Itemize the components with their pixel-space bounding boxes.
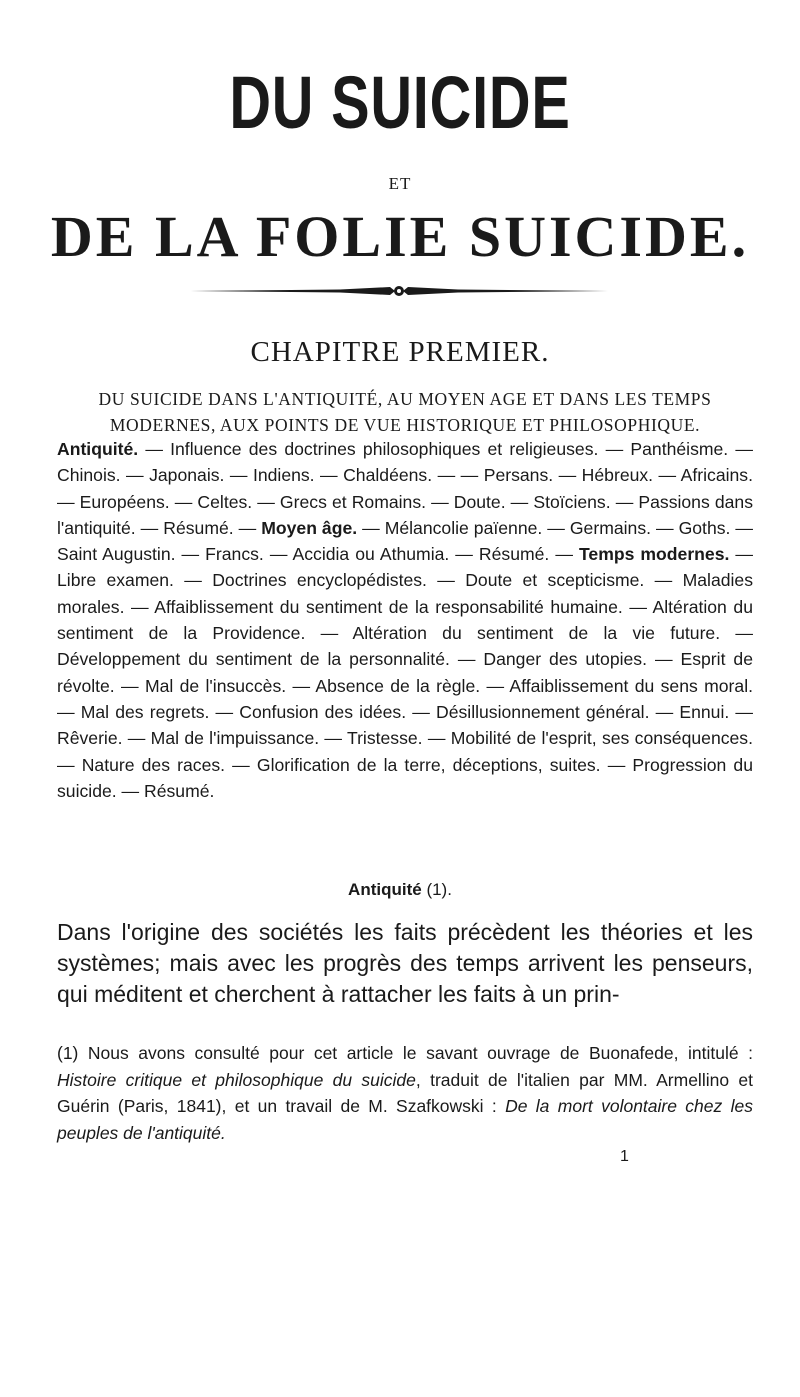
footnote-text-after: , traduit de l'italien par MM. Armellino et Guérin (Paris, 1841), et un travail de M. Szafkowski : (57, 1069, 753, 1116)
footnote (57, 1040, 753, 1146)
summary-label-modern-times: Temps modernes. (578, 544, 730, 565)
summary-text-middle-ages: — Mélancolie païenne. — Germains. — Goths. — Saint Augustin. — Francs. — Accidia ou Athumia. — Résumé. — (57, 517, 753, 565)
chapter-summary (57, 436, 753, 804)
summary-label-antiquity: Antiquité. (57, 439, 139, 459)
chapter-subheading: DU SUICIDE DANS L'ANTIQUITÉ, AU MOYEN AGE ET DANS LES TEMPS MODERNES, AUX POINTS DE VUE HISTORIQUE ET PHILOSOPHIQUE. (98, 389, 712, 435)
footnote-text-before: (1) Nous avons consulté pour cet article le savant ouvrage de Buonafede, intitulé : (57, 1043, 753, 1063)
summary-text-modern-times: — Libre examen. — Doctrines encyclopédistes. — Doute et scepticisme. — Maladies morales. — Affaiblissement du sentiment de la responsabilité humaine. — Altération du sentiment de la Providence. — Altération du sentiment de la vie future. — Développement du sentiment de la personnalité. — Danger des utopies. — Esprit de révolte. — Mal de l'insuccès. — Absence de la règle. — Affaiblissement du sens moral. — Mal des regrets. — Confusion des idées. — Désillusionnement général. — Ennui. — Rêverie. — Mal de l'impuissance. — Tristesse. — Mobilité de l'esprit, ses conséquences. — Nature des races. — Glorification de la terre, déceptions, suites. — Progression du suicide. — Résumé. (57, 544, 754, 801)
section-heading (0, 880, 800, 900)
book-title: DU SUICIDE (229, 61, 571, 144)
page-number: 1 (620, 1148, 629, 1165)
chapter-heading: CHAPITRE PREMIER. (250, 336, 550, 368)
footnote-work-italic: De la mort volontaire chez les peuples de l'antiquité. (57, 1096, 753, 1143)
footnote-reference: (1). (426, 880, 452, 899)
body-paragraph: Dans l'origine des sociétés les faits précèdent les théories et les systèmes; mais avec les progrès des temps arrivent les penseurs, qui méditent et cherchent à rattacher les faits à un prin- (57, 919, 753, 1007)
title-conjunction: ET (388, 174, 412, 193)
summary-label-middle-ages: Moyen âge. (261, 517, 358, 538)
ornament-rule-icon (190, 284, 608, 298)
summary-text-antiquity: — Influence des doctrines philosophiques et religieuses. — Panthéisme. — Chinois. — Japonais. — Indiens. — Chaldéens. — — Persans. — Hébreux. — Africains. — Européens. — Celtes. — Grecs et Romains. — Doute. — Stoïciens. — Passions dans l'antiquité. — Résumé. — (57, 439, 753, 538)
book-subtitle: DE LA FOLIE SUICIDE. (50, 204, 750, 269)
section-title: Antiquité (348, 880, 422, 899)
footnote-title-italic: Histoire critique et philosophique du suicide (57, 1069, 416, 1090)
